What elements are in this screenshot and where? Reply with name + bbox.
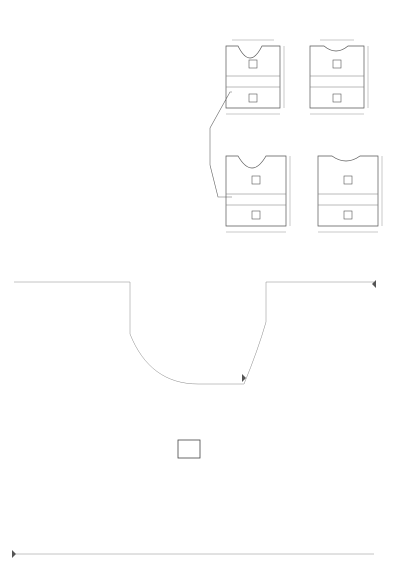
front-piece — [226, 156, 290, 232]
size-l-schematic — [220, 148, 395, 238]
schema-1-chart — [0, 278, 400, 571]
back-piece — [310, 40, 368, 114]
size-sm-front-schematic — [220, 32, 390, 118]
back-piece — [318, 156, 382, 232]
front-piece — [226, 40, 284, 114]
